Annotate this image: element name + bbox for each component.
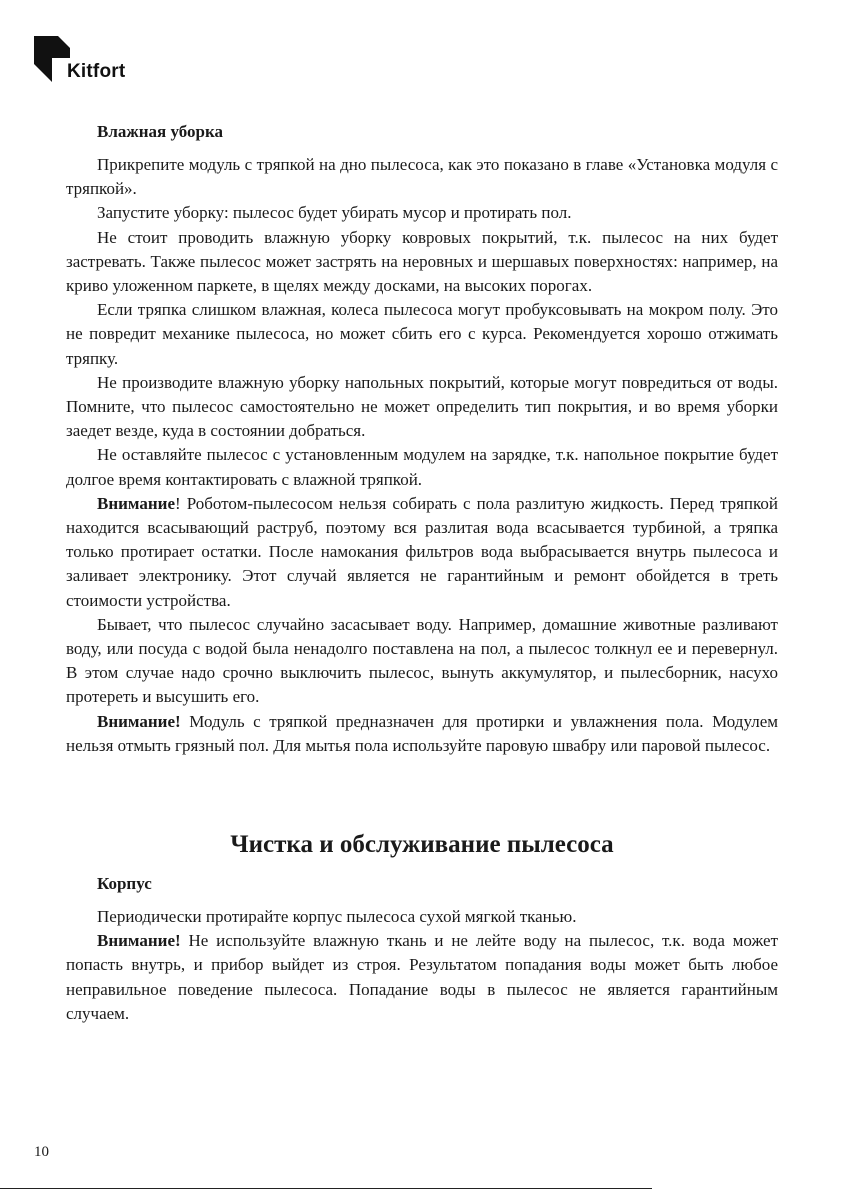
paragraph-text: Бывает, что пылесос случайно засасывает воду. Например, домашние животные разливают воду, или посуда с водой была ненадолго поставлена на пол, а пылесос толкнул ее и перевернул. В этом случае надо срочно выключить пылесос, вынуть аккумулятор, и пылесборник, насухо протереть и высушить его. xyxy=(66,614,778,707)
paragraph xyxy=(66,226,778,299)
paragraph-text: Если тряпка слишком влажная, колеса пылесоса могут пробуксовывать на мокром полу. Это не повредит механике пылесоса, но может сбить его с курса. Рекомендуется хорошо отжимать тряпку. xyxy=(66,300,778,368)
paragraph xyxy=(66,371,778,444)
warning-paragraph xyxy=(66,929,778,1026)
paragraph-text: Не оставляйте пылесос с установленным модулем на зарядке, т.к. напольное покрытие будет долгое время контактировать с влажной тряпкой. xyxy=(66,445,778,489)
kitfort-logo-mark-icon xyxy=(32,34,72,86)
bottom-rule xyxy=(0,1188,652,1189)
paragraph-text: Запустите уборку: пылесос будет убирать мусор и протирать пол. xyxy=(97,203,572,223)
chapter-title: Чистка и обслуживание пылесоса xyxy=(230,831,614,859)
warning-paragraph xyxy=(66,492,778,613)
paragraph-text: Не используйте влажную ткань и не лейте воду на пылесос, т.к. вода может попасть внутрь, и прибор выйдет из строя. Результатом попадания воды может быть любое неправильное поведение пылесоса. Попадание воды в пылесос не является гарантийным случаем. xyxy=(66,931,778,1023)
warning-label: Внимание! xyxy=(97,711,181,731)
paragraph xyxy=(66,201,778,225)
section-heading-body: Корпус xyxy=(97,874,152,894)
paragraph xyxy=(66,443,778,491)
paragraph xyxy=(66,153,778,201)
warning-label: Внимание! xyxy=(97,931,181,951)
warning-label: Внимание xyxy=(97,493,176,513)
paragraph-text: Периодически протирайте корпус пылесоса сухой мягкой тканью. xyxy=(97,907,577,927)
kitfort-logo xyxy=(32,34,144,90)
paragraph-text: Не стоит проводить влажную уборку ковровых покрытий, т.к. пылесос на них будет застревать. Также пылесос может застрять на неровных и шершавых поверхностях: например, на криво уложенном паркете, в щелях между досками, на высоких порогах. xyxy=(66,227,778,296)
page-content xyxy=(66,120,778,1026)
paragraph xyxy=(66,613,778,710)
page-number: 10 xyxy=(34,1144,49,1160)
paragraph xyxy=(66,298,778,371)
warning-paragraph xyxy=(66,710,778,758)
paragraph-text: ! Роботом-пылесосом нельзя собирать с пола разлитую жидкость. Перед тряпкой находится всасывающий раструб, поэтому вся разлитая вода всасывается турбиной, а тряпка только протирает остатки. После намокания фильтров вода выбрасывается внутрь пылесоса и заливает электронику. Этот случай является не гарантийным и ремонт обойдется в треть стоимости устройства. xyxy=(66,493,778,610)
section-heading-wet-cleaning: Влажная уборка xyxy=(97,122,223,141)
paragraph-text: Не производите влажную уборку напольных покрытий, которые могут повредиться от воды. Помните, что пылесос самостоятельно не может определить тип покрытия, и во время уборки заедет везде, куда в состоянии добраться. xyxy=(66,372,778,441)
paragraph-text: Модуль с тряпкой предназначен для протирки и увлажнения пола. Модулем нельзя отмыть грязный пол. Для мытья пола используйте паровую швабру или паровой пылесос. xyxy=(66,711,778,755)
brand-name: Kitfort xyxy=(67,61,126,82)
paragraph xyxy=(66,905,778,929)
paragraph-text: Прикрепите модуль с тряпкой на дно пылесоса, как это показано в главе «Установка модуля с тряпкой». xyxy=(66,155,778,199)
